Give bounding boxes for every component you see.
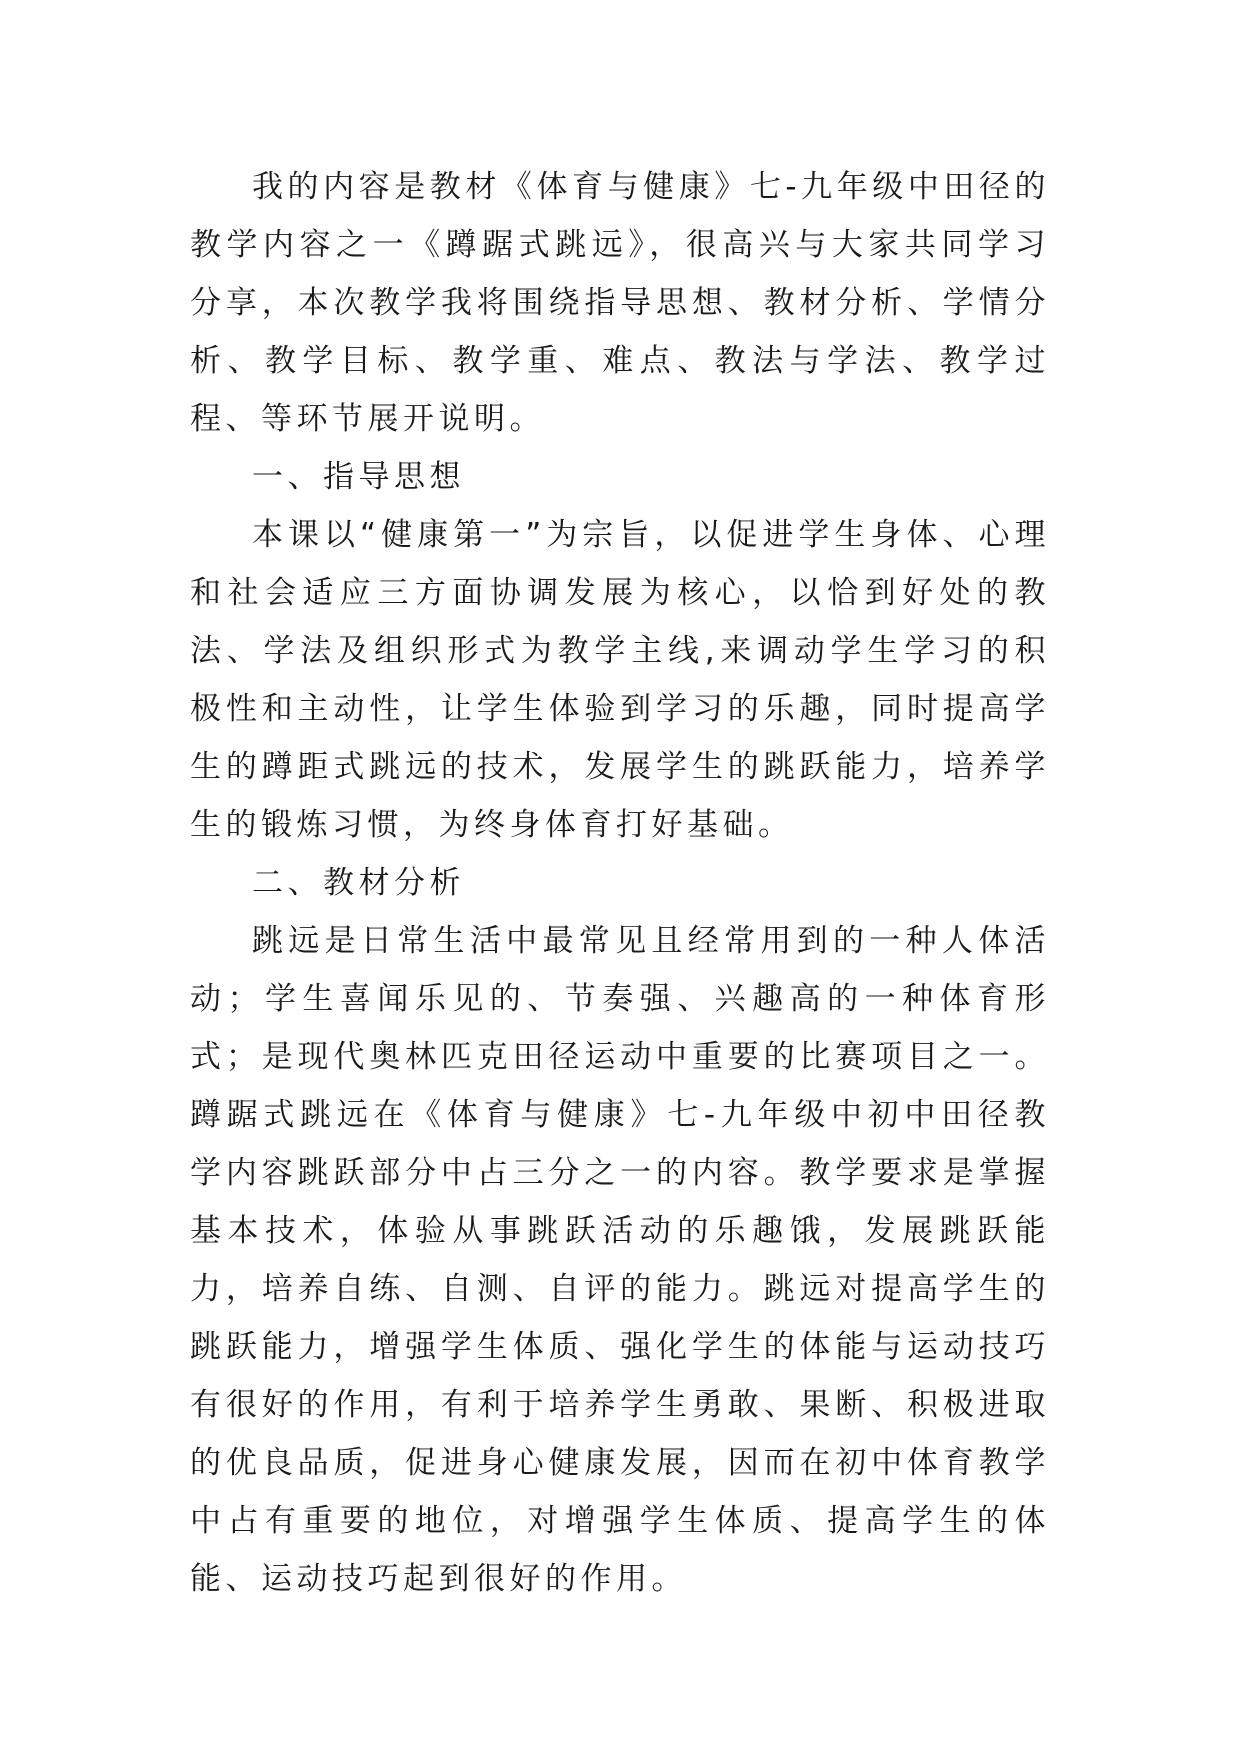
section-heading-textbook-analysis: 二、教材分析 bbox=[252, 865, 465, 901]
guiding-ideology-paragraph: 本课以“健康第一”为宗旨，以促进学生身体、心理和社会适应三方面协调发展为核心，以恰到好处的教法、学法及组织形式为教学主线,来调动学生学习的积极性和主动性，让学生体验到学习的乐趣，同时提高学生的蹲距式跳远的技术，发展学生的跳跃能力，培养学生的锻炼习惯，为终身体育打好基础。 bbox=[190, 517, 1050, 843]
textbook-analysis-paragraph: 跳远是日常生活中最常见且经常用到的一种人体活动；学生喜闻乐见的、节奏强、兴趣高的一种体育形式；是现代奥林匹克田径运动中重要的比赛项目之一。蹲踞式跳远在《体育与健康》七-九年级中初中田径教学内容跳跃部分中占三分之一的内容。教学要求是掌握基本技术，体验从事跳跃活动的乐趣饿，发展跳跃能力，培养自练、自测、自评的能力。跳远对提高学生的跳跃能力，增强学生体质、强化学生的体能与运动技巧有很好的作用，有利于培养学生勇敢、果断、积极进取的优良品质，促进身心健康发展，因而在初中体育教学中占有重要的地位，对增强学生体质、提高学生的体能、运动技巧起到很好的作用。 bbox=[190, 923, 1050, 1597]
intro-paragraph: 我的内容是教材《体育与健康》七-九年级中田径的教学内容之一《蹲踞式跳远》，很高兴与大家共同学习分享，本次教学我将围绕指导思想、教材分析、学情分析、教学目标、教学重、难点、教法与学法、教学过程、等环节展开说明。 bbox=[190, 169, 1050, 437]
section-heading-guiding-ideology: 一、指导思想 bbox=[252, 459, 465, 495]
document-body bbox=[190, 158, 1050, 1608]
